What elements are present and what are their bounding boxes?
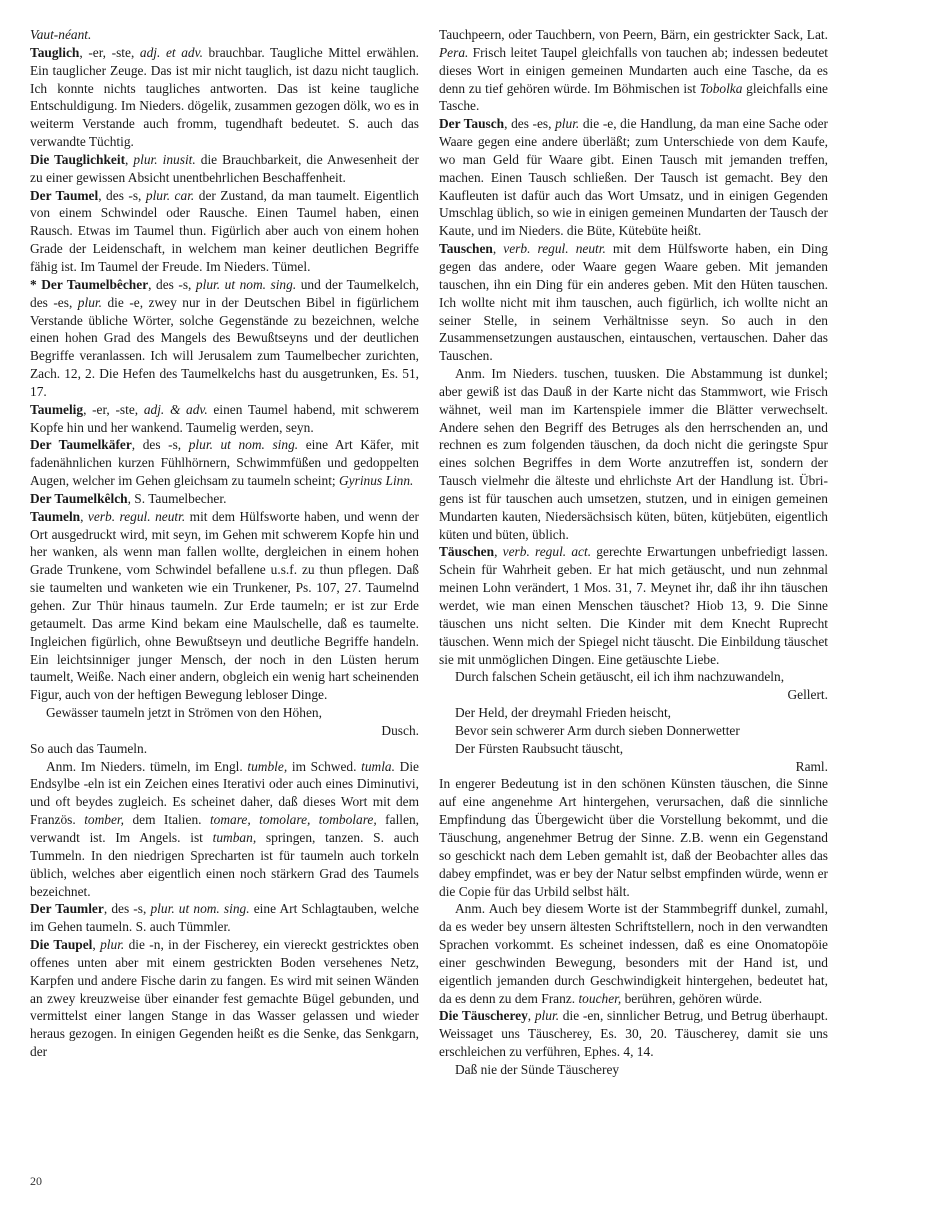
entry-text: Dusch. — [381, 722, 419, 738]
entry-text: Der Fürsten Raubsucht täuscht, — [455, 740, 624, 756]
entry-text: Der Held, der dreymahl Frieden heischt, — [455, 705, 672, 721]
entry-text: Anm. Im Nieders. tümeln, im Engl. — [46, 758, 248, 774]
verse-line — [439, 704, 828, 722]
grammar-note: plur. ut nom. sing. — [150, 901, 250, 917]
entry-text: eine Art Schlagtauben, welche im Gehen taumeln. S. auch Tümmler. — [30, 901, 419, 935]
dictionary-entry — [30, 936, 419, 1061]
entry-text: und der Taumelkelch, des -es, — [30, 276, 419, 310]
headword: Der Tausch — [439, 116, 505, 132]
entry-text: einen Taumel habend, mit schwerem Kopfe hin und her wankend. Taumelig werden, seyn. — [30, 401, 419, 435]
entry-text: , — [527, 1008, 535, 1024]
grammar-note: plur. — [534, 1008, 560, 1024]
entry-text: , — [494, 544, 503, 560]
entry-text: , des -s, — [131, 437, 189, 453]
entry-text: eine Art Käfer, mit fadenähnlichen kurzen Fühlhörnern, Schwimmfüßen und gedoppelten Augen, welcher im Gehen gleichsam zu taumeln scheint; — [30, 437, 419, 489]
grammar-note: plur. ut nom. sing. — [188, 437, 299, 453]
dictionary-entry — [30, 490, 419, 508]
grammar-note: plur. car. — [145, 187, 195, 203]
entry-text: springen, tanzen. S. auch Tummeln. In den niedrigen Sprecharten ist für taumeln auch torkeln üblich, welches aber eigentlich einen noch stärkern Grad des Taumels bezeichnet. — [30, 829, 419, 899]
entry-text: Die Endsylbe -eln ist ein Zeichen eines Iterativi oder auch eines Diminutivi, und oft beydes zugleich. Es scheinet daher, daß dieses Wort mit dem Französ. — [30, 758, 419, 828]
dictionary-entry — [30, 508, 419, 704]
verse-line — [439, 722, 828, 740]
dictionary-entry — [30, 151, 419, 187]
entry-text: , S. Taumelbecher. — [127, 490, 227, 506]
entry-text: Anm. Auch bey diesem Worte ist der Stammbegriff dunkel, zumahl, da es weder bey unsern ältesten Schriftstellern, noch in den verwandten Sprachen vorkommt. Es scheinet indessen, daß es eine Onomatopöie einer geschwinden Bewegung, besonders mit der Hand ist, und eigentlich jemanden durch Geschwindigkeit hintergehen, bedeutet hat, da es denn zu dem Franz. — [439, 901, 828, 1006]
entry-text: die -e, zwey nur in der Deutschen Bibel in figürlichem Verstande übliche Wörter, solche Gegenstände zu bezeichnen, welche einen hohen Grad des Mangels des Bewußtseyns und der deutlichen Begriffe veranlassen. Ich will Jerusalem zum Taumelbecher zurichten, Zach. 12, 2. Die Hefen des Taumelkelchs hast du ausgetrunken, Es. 51, 17. — [30, 294, 419, 399]
headword: * Der Taumelbêcher — [30, 276, 149, 292]
entry-text: , des -s, — [103, 901, 151, 917]
headword: Tauglich — [30, 44, 80, 60]
grammar-note: plur. inusit. — [133, 151, 196, 167]
headword: Tauschen — [439, 241, 493, 257]
headword: Der Taumel — [30, 187, 99, 203]
headword: Der Taumelkêlch — [30, 490, 128, 506]
grammar-note: verb. regul. neutr. — [503, 241, 606, 257]
dictionary-entry — [30, 740, 419, 758]
grammar-note: tomber, — [84, 812, 124, 828]
verse-line — [439, 668, 828, 686]
entry-text: Durch falschen Schein getäuscht, eil ich ihm nachzuwandeln, — [455, 669, 785, 685]
dictionary-entry — [439, 240, 828, 365]
entry-text: Frisch leitet Taupel gleichfalls von tauchen ab; indessen bedeutet dieses Wort in einigen gemeinen Mundarten auch eine Tasche, da es denn zu tief gehören würde. Im Böhmischen ist — [439, 44, 828, 96]
headword: Taumelig — [30, 401, 84, 417]
grammar-note: Vaut-néant. — [30, 27, 92, 42]
entry-text: dem Italien. — [124, 812, 210, 828]
entry-text: die Brauchbarkeit, die Anwesenheit der zu einer gewissen Absicht unentbehrlichen Beschaffenheit. — [30, 151, 419, 185]
entry-text: mit dem Hülfsworte haben, und wenn der Ort ausgedruckt wird, mit seyn, im Gehen mit schwerem Kopfe hin und her wanken, als wenn man fallen wollte, dergleichen in einem hohen Grade Trunkene, vom Schwindel befallene u.s.f. zu thun pflegen. Daß sie taumelten und wanketen wie ein Trunkener, Ps. 107, 27. Taumelnd gehen. Zur Thür hinaus taumeln. Zur Erde taumeln; er ist zur Erde getaumelt. Das arme Kind bekam eine Maulschelle, daß es taumelte. Ingleichen figürlich, ohne Bewußtseyn und deutliche Begriffe handeln. Ein leichtsinniger junger Mensch, der noch in den Lüsten herum taumelt, Weiße. Nach einer andern, obgleich ein wenig hart scheinenden Figur, auch von der heftigen Bewegung lebloser Dinge. — [30, 508, 419, 703]
grammar-note: tomare, tomolare, tombolare, — [209, 812, 377, 828]
grammar-note: tumla. — [361, 758, 395, 774]
dictionary-entry — [439, 26, 828, 115]
dictionary-entry — [30, 26, 419, 44]
headword: Der Taumelkäfer — [30, 437, 132, 453]
verse-line — [439, 1061, 828, 1079]
headword: Die Täuscherey — [439, 1008, 528, 1024]
headword: Taumeln — [30, 508, 81, 524]
page-number: 20 — [30, 1174, 42, 1188]
entry-text: die -en, sinnlicher Betrug, und Betrug überhaupt. Weissaget uns Täuscherey, Es. 30, 20. Täuscherey, damit sie uns erschleichen zu verführen, Ephes. 4, 14. — [439, 1008, 828, 1060]
dictionary-entry — [439, 1007, 828, 1061]
grammar-note: verb. regul. act. — [502, 544, 592, 560]
entry-text: die -e, die Handlung, da man eine Sache oder Waare gegen eine andere überläßt; zum Unterschiede von dem Kaufe, wo man Geld für Waare gibt. Einen Tausch mit jemanden treffen, machen. Einen Tausch schließen. Der Tausch ist gemacht. Bey den Kaufleuten ist dafür auch das Wort Umsatz, und in einigen Gegenden Umschlag üblich, so wie in einigen gemeinen Mundarten der Tausch der Kaute, und im Nieders. die Büte, Kütebüte heißt. — [439, 116, 829, 239]
entry-text: gerechte Erwartungen unbefriedigt lassen. Schein für Wahrheit geben. Er hat mich getäuscht, und nun zehnmal meinen Lohn verändert, 1 Mos. 31, 7. Meynet ihr, daß ihr ihn täuschen werdet, wie man einen Menschen täuschet? Hiob 13, 9. Die Sinne täuschen uns nicht selten. Die Kinder mit dem Knecht Ruprecht täuschen. Wenn mich der Spiegel nicht täuscht. Die Einbildung täuschet sie mit unmöglichen Dingen. Eine getäuschte Liebe. — [439, 544, 828, 667]
entry-text: , -er, -ste, — [83, 401, 144, 417]
entry-text: der Zustand, da man taumelt. Eigentlich von einem Schwindel oder Rausche. Einen Taumel haben, einen Rausch. Etwas im Taumel thun. Figürlich aber auch von einem hohen Grade der Leidenschaft, in welchem man keiner deutlichen Begriffe fähig ist. Im Taumel der Freude. Im Nieders. Tümel. — [30, 187, 419, 274]
grammar-note: toucher, — [578, 990, 622, 1006]
dictionary-entry — [30, 187, 419, 276]
entry-text: , des -s, — [148, 276, 196, 292]
entry-text: , — [80, 508, 88, 524]
headword: Täuschen — [439, 544, 495, 560]
grammar-note: plur. — [555, 116, 580, 132]
dictionary-entry — [439, 365, 828, 543]
entry-text: Raml. — [795, 758, 828, 774]
author-attribution — [439, 758, 828, 776]
entry-text: mit dem Hülfsworte haben, ein Ding gegen das andere, oder Waare gegen Waare geben. Mit jemanden tauschen, ihn ein Ding für ein anderes geben. Mit den Hüten tauschen. Ich wollte nicht mit ihm tauschen, auch figürlich, ich wollte nicht an seiner Stelle, in seinem Verhältnisse seyn. So auch in den Zusammensetzungen austauschen, eintauschen, vertauschen. Daher das Tauschen. — [439, 241, 828, 364]
grammar-note: verb. regul. neutr. — [87, 508, 186, 524]
entry-text: Anm. Im Nieders. tuschen, tuusken. Die Abstammung ist dunkel; aber gewiß ist das Dauß in der Karte nicht das Stammwort, wie Frisch wähnet, weil man im Kartenspiele immer die Blätter verwechselt. Andere sehen den Begriff des Betruges als den herrschenden an, und rechnen es zum folgenden täuschen, da doch nicht die geringste Spur eines solchen Begriffes in dem Worte anzutreffen ist, sondern der Tausch vielmehr die älteste und ehrlichste Art der Handlung ist. Übrigens ist für tauschen auch umsetzen, stutzen, und in einigen gemeinen Mundarten kauten, Niedersächsisch küten, büten, kütjebüten, eigentlich küten und büten, üblich. — [439, 366, 828, 542]
entry-text: In engerer Bedeutung ist in den schönen Künsten täuschen, die Sinne auf eine angenehme Art hintergehen, verursachen, daß die sinnliche Empfindung das Übergewicht über die Vorstellung bekommt, und die Täuschung, angenehmer Betrug der Sinne. Z.B. wenn ein Gegenstand so geschickt nach dem Leben gemahlt ist, daß der Beobachter alles das dabey empfindet, was er bey der Natur selbst empfinden würde, wenn er die Copie für das Urbild selbst hält. — [439, 776, 828, 899]
dictionary-entry — [30, 401, 419, 437]
dictionary-entry — [30, 44, 419, 151]
headword: Die Taupel — [30, 937, 93, 953]
grammar-note: plur. ut nom. sing. — [195, 276, 297, 292]
right-column — [439, 26, 828, 1079]
entry-text: Tauchpeern, oder Tauchbern, von Peern, Bärn, ein gestrickter Sack, Lat. — [439, 27, 828, 42]
entry-text: brauchbar. Taugliche Mittel erwählen. Ein tauglicher Zeuge. Das ist mir nicht tauglich, ist dazu nicht tauglich. Ich konnte nichts taugliches antworten. Das ist keine taugliche Entschuldigung. Im Nieders. dögelik, zusammen gezogen dölk, wo es in weiterm Verstande auch fromm, tugendhaft bedeutet. S. auch das verwandte Tüchtig. — [30, 44, 420, 150]
dictionary-page — [30, 26, 906, 1176]
headword: Der Taumler — [30, 901, 104, 917]
entry-text: Gewässer taumeln jetzt in Strömen von den Höhen, — [46, 705, 322, 721]
verse-line — [439, 740, 828, 758]
entry-text: , — [92, 937, 101, 953]
grammar-note: adj. & adv. — [143, 401, 208, 417]
entry-text: , des -es, — [504, 116, 556, 132]
dictionary-entry — [439, 543, 828, 668]
entry-text: fallen, verwandt ist. Im Angels. ist — [30, 812, 419, 845]
dictionary-entry — [30, 276, 419, 401]
grammar-note: plur. — [100, 937, 125, 953]
entry-text: , des -s, — [98, 187, 146, 203]
dictionary-entry — [439, 900, 828, 1007]
grammar-note: Gyrinus Linn. — [339, 473, 414, 489]
dictionary-entry — [30, 900, 419, 936]
entry-text: im Schwed. — [287, 758, 362, 774]
grammar-note: tumble, — [247, 758, 288, 774]
entry-text: , -er, -ste, — [79, 44, 140, 60]
entry-text: die -n, in der Fischerey, ein viereckt gestricktes oben offenes unten aber mit einem gestrickten Boden versehenes Netz, Karpfen und andere Fische darin zu fangen. Es wird mit seinen Wänden an zwey kreuzweise über einander fest gemachte Bügel gebunden, und vermittelst einer langen Stange in das Wasser gelassen und wieder heraus gezogen. In einigen Gegenden heißt es die Senke, das Senkgarn, der — [30, 937, 419, 1060]
dictionary-entry — [439, 115, 828, 240]
headword: Die Tauglichkeit — [30, 151, 126, 167]
author-attribution — [439, 686, 828, 704]
entry-text: So auch das Taumeln. — [30, 740, 148, 756]
entry-text: Gellert. — [787, 687, 828, 703]
grammar-note: Tobolka — [699, 80, 743, 96]
dictionary-entry — [439, 775, 828, 900]
entry-text: Daß nie der Sünde Täuscherey — [455, 1061, 620, 1077]
grammar-note: tumban, — [212, 829, 257, 845]
entry-text: berühren, gehören würde. — [621, 990, 763, 1006]
left-column — [30, 26, 419, 1061]
verse-line — [30, 704, 419, 722]
entry-text: , — [492, 241, 504, 257]
dictionary-entry — [30, 758, 419, 901]
grammar-note: adj. et adv. — [139, 44, 203, 60]
grammar-note: plur. — [77, 294, 102, 310]
dictionary-entry — [30, 436, 419, 490]
entry-text: gleichfalls eine Tasche. — [439, 80, 828, 114]
author-attribution — [30, 722, 419, 740]
entry-text: Bevor sein schwerer Arm durch sieben Donnerwetter — [455, 722, 740, 738]
entry-text: , — [125, 151, 134, 167]
grammar-note: Pera. — [439, 44, 469, 60]
